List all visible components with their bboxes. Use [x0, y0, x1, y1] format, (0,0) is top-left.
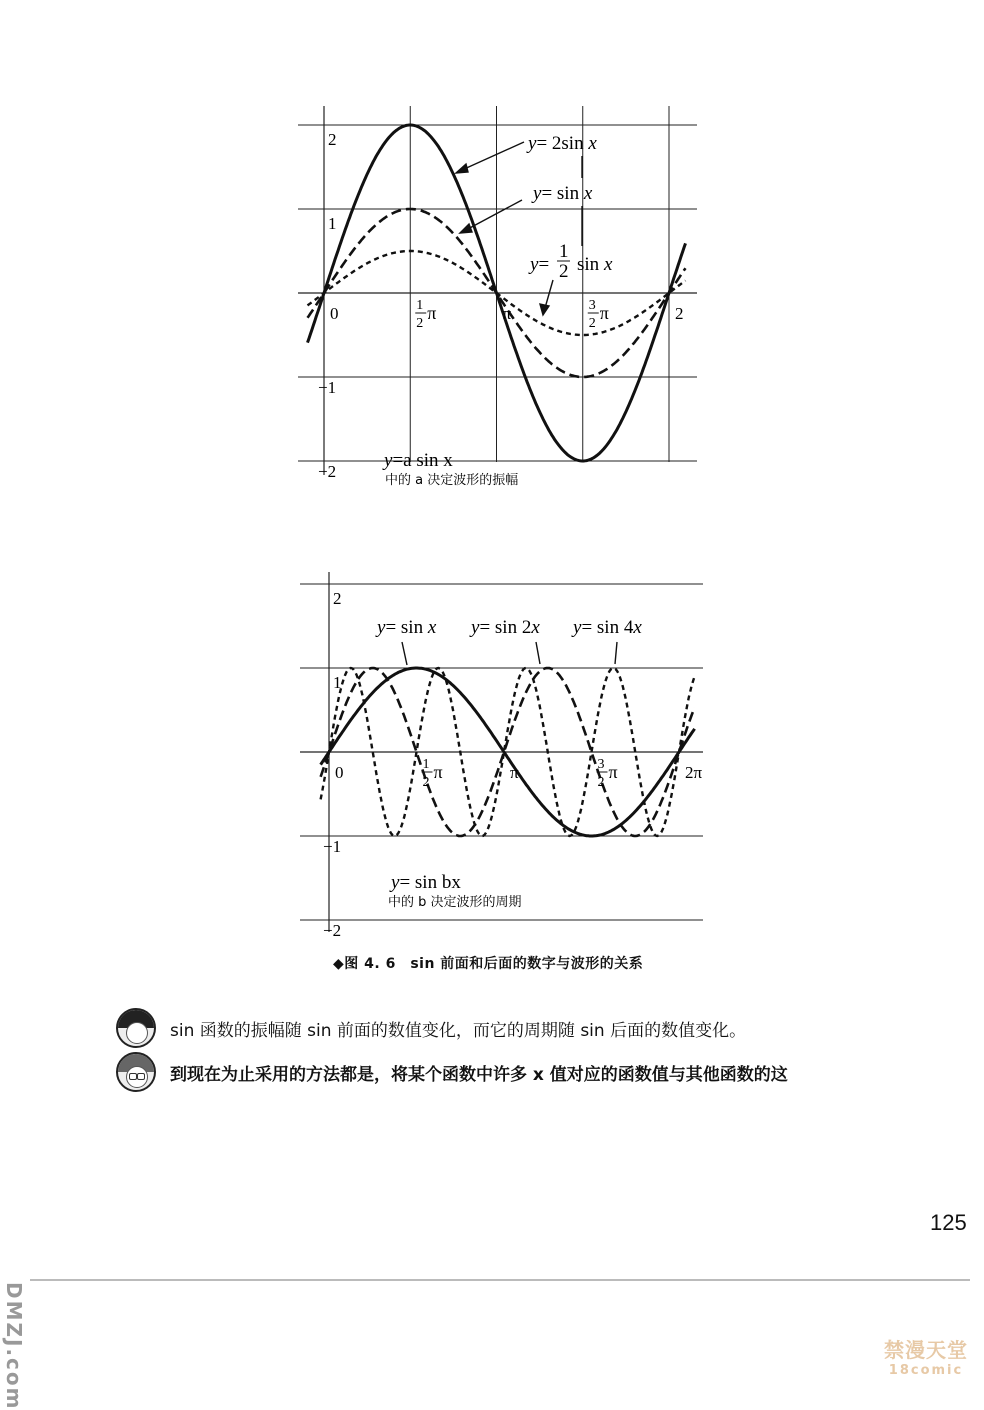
- label-halfsinx-num: 1: [559, 241, 569, 262]
- label-sinx-2: y= sin x: [377, 617, 437, 638]
- y-tick-label: 1: [333, 673, 342, 692]
- footer-divider: [30, 1279, 970, 1281]
- x-tick-label: 2π: [685, 763, 703, 782]
- page-number: 125: [930, 1210, 967, 1235]
- y-tick-label: 2: [333, 589, 342, 608]
- x-tick-label: π: [510, 763, 519, 782]
- watermark-left: DMZJ.com: [2, 1282, 26, 1410]
- x-tick-label-num: 1: [422, 757, 430, 772]
- dialogue-line-2: [116, 1052, 788, 1092]
- character-avatar-icon: [116, 1008, 156, 1048]
- x-tick-label-den: 2: [597, 775, 605, 790]
- x-tick-label: π: [433, 762, 443, 782]
- x-tick-label-num: 3: [597, 757, 605, 772]
- y-tick-label: 2: [328, 130, 337, 149]
- y-tick-label: −1: [318, 378, 337, 397]
- label-sin2x: y= sin 2x: [471, 617, 540, 638]
- figure-amplitude: [298, 106, 697, 488]
- character-avatar-glasses-icon: [116, 1052, 156, 1092]
- y-tick-label: 1: [328, 214, 337, 233]
- dialogue-line-1: [116, 1008, 746, 1048]
- x-tick-label: π: [608, 762, 618, 782]
- x-tick-label-den: 2: [422, 775, 430, 790]
- x-tick-label-den: 2: [588, 316, 596, 331]
- x-tick-label-num: 3: [588, 298, 596, 313]
- label-sinx: y= sin x: [533, 183, 593, 204]
- label-sin4x: y= sin 4x: [573, 617, 642, 638]
- fig2-annotation-formula: y= sin bx: [391, 872, 461, 893]
- dialogue-text: 到现在为止采用的方法都是，将某个函数中许多 x 值对应的函数值与其他函数的这: [170, 1064, 788, 1085]
- fig2-annotation-note: 中的 b 决定波形的周期: [388, 895, 522, 910]
- y-tick-label: −1: [323, 837, 342, 856]
- y-tick-label: −2: [318, 462, 337, 481]
- fig2-pointers: [402, 642, 617, 665]
- fig1-annotation-formula: y=a sin x: [384, 450, 453, 471]
- x-tick-label-num: 1: [416, 298, 424, 313]
- x-tick-label: π: [427, 303, 437, 323]
- watermark-right: 禁漫天堂 18comic: [884, 1338, 968, 1378]
- figure-period: [300, 572, 703, 940]
- label-halfsinx-rest: sin x: [577, 254, 613, 275]
- label-2sinx: y= 2sin x: [528, 133, 597, 154]
- dialogue-text: sin 函数的振幅随 sin 前面的数值变化，而它的周期随 sin 后面的数值变化。: [170, 1020, 747, 1041]
- x-tick-label: 0: [335, 763, 344, 782]
- x-tick-label-den: 2: [416, 316, 424, 331]
- x-tick-label: π: [502, 304, 512, 323]
- fig1-annotation-note: 中的 a 决定波形的振幅: [385, 473, 519, 488]
- y-tick-label: −2: [323, 921, 342, 940]
- label-halfsinx: y=: [530, 254, 550, 275]
- x-tick-label: 2: [675, 304, 684, 323]
- label-halfsinx-den: 2: [559, 261, 569, 282]
- figure-caption: ◆图 4. 6 sin 前面和后面的数字与波形的关系: [333, 956, 644, 972]
- x-tick-label: π: [599, 303, 609, 323]
- x-tick-label: 0: [330, 304, 339, 323]
